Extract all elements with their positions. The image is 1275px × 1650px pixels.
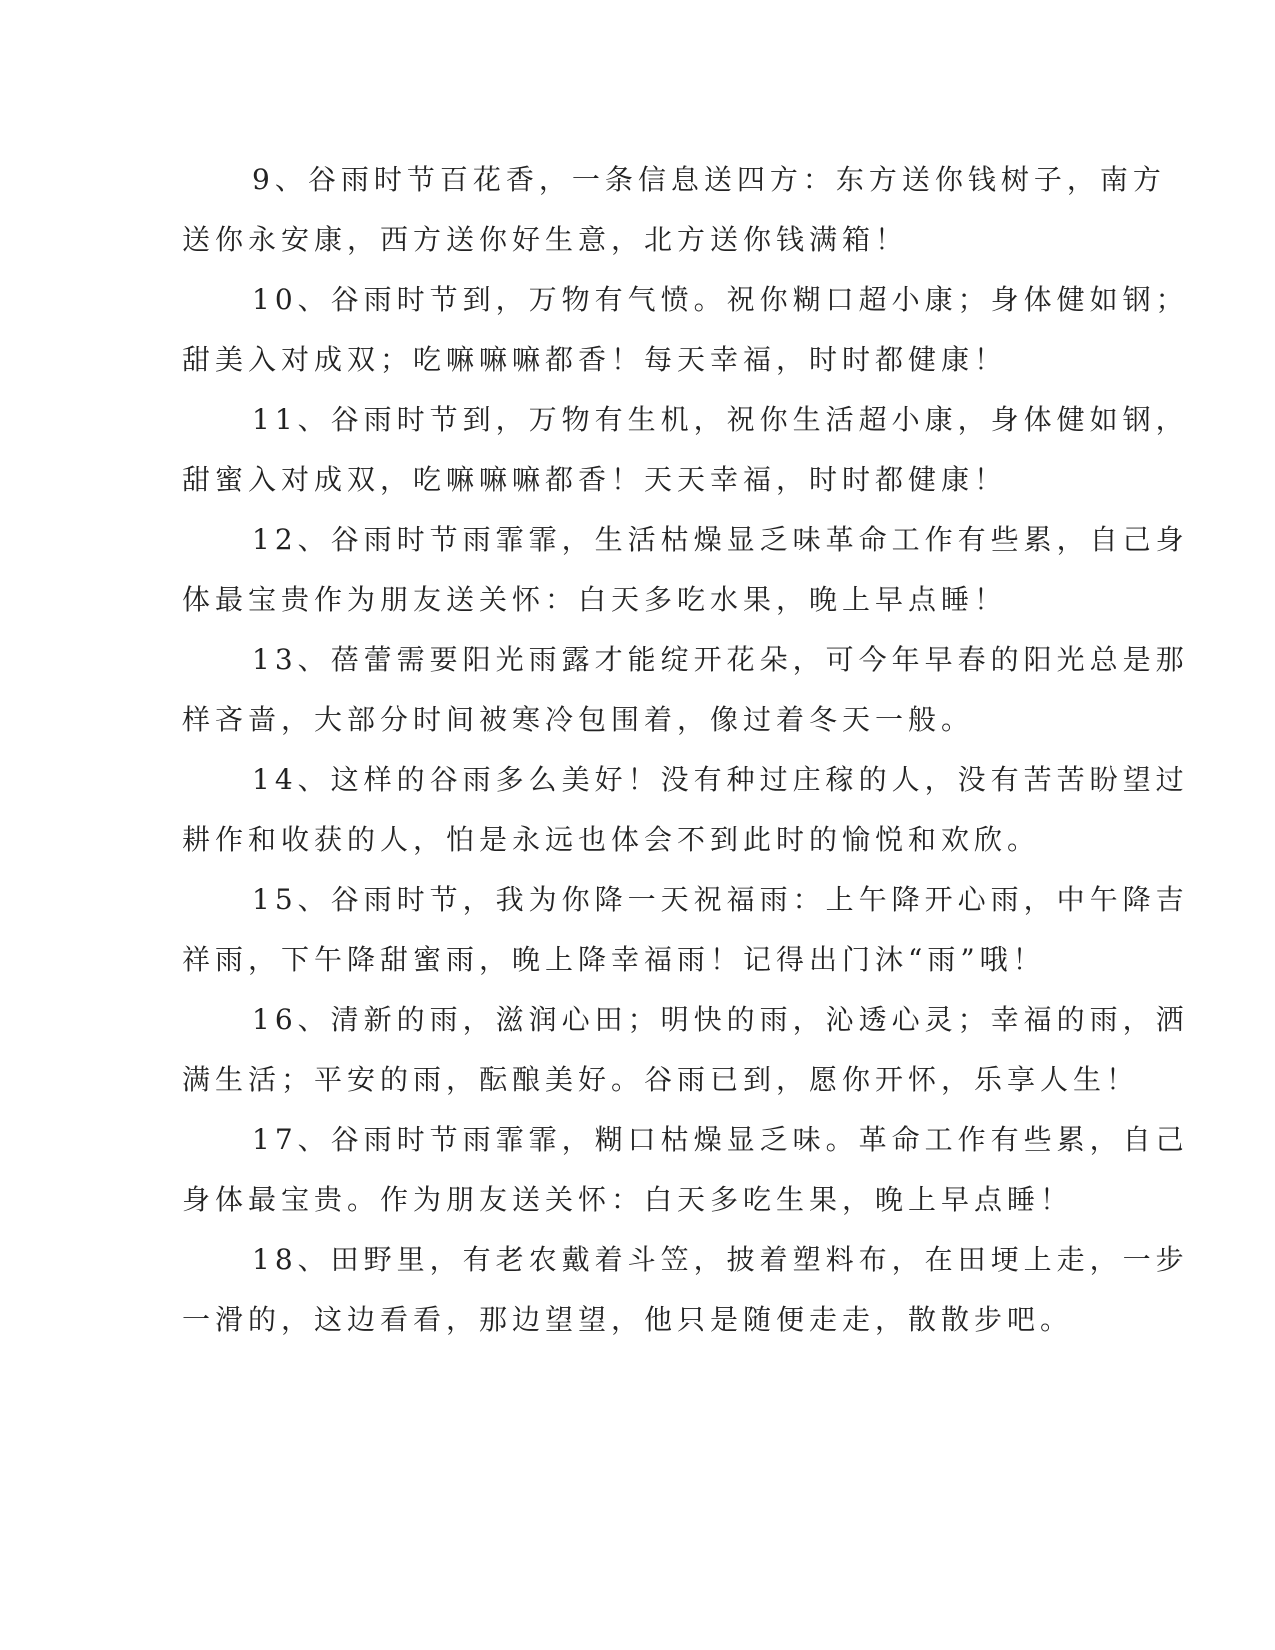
- paragraph-line: 17、谷雨时节雨霏霏，糊口枯燥显乏味。革命工作有些累，自己: [252, 1123, 1189, 1156]
- paragraph-12: [182, 510, 1189, 630]
- paragraph-line: 10、谷雨时节到，万物有气愤。祝你糊口超小康；身体健如钢；: [252, 283, 1189, 316]
- paragraph-line: 一滑的，这边看看，那边望望，他只是随便走走，散散步吧。: [182, 1303, 1074, 1336]
- paragraph-15: [182, 870, 1189, 990]
- paragraph-line: 祥雨，下午降甜蜜雨，晚上降幸福雨！记得出门沐“雨”哦！: [182, 943, 1046, 976]
- paragraph-10: [182, 270, 1189, 390]
- paragraph-line: 满生活；平安的雨，酝酿美好。谷雨已到，愿你开怀，乐享人生！: [182, 1063, 1140, 1096]
- paragraph-line: 13、蓓蕾需要阳光雨露才能绽开花朵，可今年早春的阳光总是那: [252, 643, 1189, 676]
- paragraph-9: [182, 150, 1166, 270]
- paragraph-17: [182, 1110, 1189, 1230]
- paragraph-16: [182, 990, 1189, 1110]
- paragraph-line: 11、谷雨时节到，万物有生机，祝你生活超小康，身体健如钢，: [252, 403, 1189, 436]
- paragraph-line: 14、这样的谷雨多么美好！没有种过庄稼的人，没有苦苦盼望过: [252, 763, 1189, 796]
- paragraph-line: 耕作和收获的人，怕是永远也体会不到此时的愉悦和欢欣。: [182, 823, 1041, 856]
- paragraph-line: 16、清新的雨，滋润心田；明快的雨，沁透心灵；幸福的雨，洒: [252, 1003, 1189, 1036]
- paragraph-line: 甜美入对成双；吃嘛嘛嘛都香！每天幸福，时时都健康！: [182, 343, 1008, 376]
- paragraph-line: 身体最宝贵。作为朋友送关怀：白天多吃生果，晚上早点睡！: [182, 1183, 1074, 1216]
- paragraph-line: 体最宝贵作为朋友送关怀：白天多吃水果，晚上早点睡！: [182, 583, 1008, 616]
- paragraph-line: 样吝啬，大部分时间被寒冷包围着，像过着冬天一般。: [182, 703, 975, 736]
- paragraph-line: 送你永安康，西方送你好生意，北方送你钱满箱！: [182, 223, 909, 256]
- paragraph-line: 18、田野里，有老农戴着斗笠，披着塑料布，在田埂上走，一步: [252, 1243, 1189, 1276]
- paragraph-line: 15、谷雨时节，我为你降一天祝福雨：上午降开心雨，中午降吉: [252, 883, 1189, 916]
- document-body: [182, 150, 1189, 1350]
- paragraph-14: [182, 750, 1189, 870]
- paragraph-11: [182, 390, 1189, 510]
- paragraph-13: [182, 630, 1189, 750]
- paragraph-line: 甜蜜入对成双，吃嘛嘛嘛都香！天天幸福，时时都健康！: [182, 463, 1008, 496]
- paragraph-line: 9、谷雨时节百花香，一条信息送四方：东方送你钱树子，南方: [252, 163, 1166, 196]
- paragraph-18: [182, 1230, 1189, 1350]
- paragraph-line: 12、谷雨时节雨霏霏，生活枯燥显乏味革命工作有些累，自己身: [252, 523, 1189, 556]
